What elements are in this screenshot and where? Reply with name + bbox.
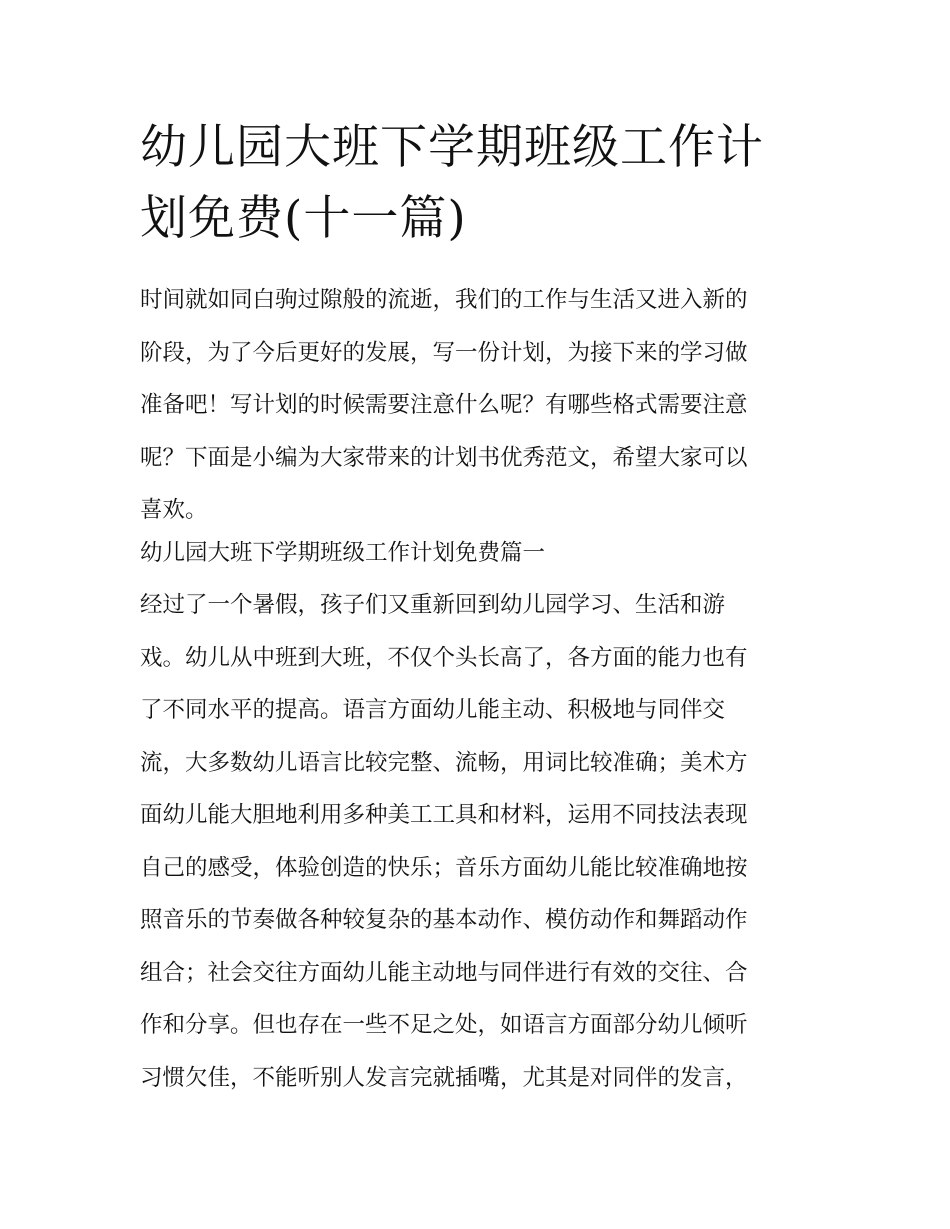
- section-heading-text: 幼儿园大班下学期班级工作计划免费篇一: [140, 540, 546, 566]
- text-line: 作和分享。但也存在一些不足之处，如语言方面部分幼儿倾听: [140, 1012, 748, 1038]
- text-line: 准备吧！写计划的时候需要注意什么呢？有哪些格式需要注意: [140, 392, 748, 418]
- text-line: 组合；社会交往方面幼儿能主动地与同伴进行有效的交往、合: [140, 959, 748, 986]
- section-heading: [140, 527, 820, 580]
- title-line: 幼儿园大班下学期班级工作计: [140, 120, 764, 175]
- text-line: 阶段，为了今后更好的发展，写一份计划，为接下来的学习做: [140, 339, 748, 366]
- text-line: 了不同水平的提高。语言方面幼儿能主动、积极地与同伴交: [140, 697, 726, 723]
- intro-paragraph: [140, 274, 820, 537]
- text-line: 流，大多数幼儿语言比较完整、流畅，用词比较准确；美术方: [140, 749, 748, 776]
- document-title: [140, 112, 820, 254]
- text-line: 呢？下面是小编为大家带来的计划书优秀范文，希望大家可以: [140, 444, 748, 471]
- text-line: 时间就如同白驹过隙般的流逝，我们的工作与生活又进入新的: [140, 287, 748, 313]
- text-line: 面幼儿能大胆地利用多种美工工具和材料，运用不同技法表现: [140, 802, 748, 828]
- text-line: 自己的感受，体验创造的快乐；音乐方面幼儿能比较准确地按: [140, 854, 748, 881]
- text-line: 习惯欠佳，不能听别人发言完就插嘴，尤其是对同伴的发言，: [140, 1064, 748, 1091]
- text-line: 照音乐的节奏做各种较复杂的基本动作、模仿动作和舞蹈动作: [140, 907, 748, 933]
- title-line: 划免费(十一篇): [140, 191, 467, 246]
- text-line: 喜欢。: [140, 497, 208, 523]
- text-line: 戏。幼儿从中班到大班，不仅个头长高了，各方面的能力也有: [140, 644, 748, 671]
- text-line: 经过了一个暑假，孩子们又重新回到幼儿园学习、生活和游: [140, 592, 726, 618]
- section-paragraph: [140, 579, 820, 1104]
